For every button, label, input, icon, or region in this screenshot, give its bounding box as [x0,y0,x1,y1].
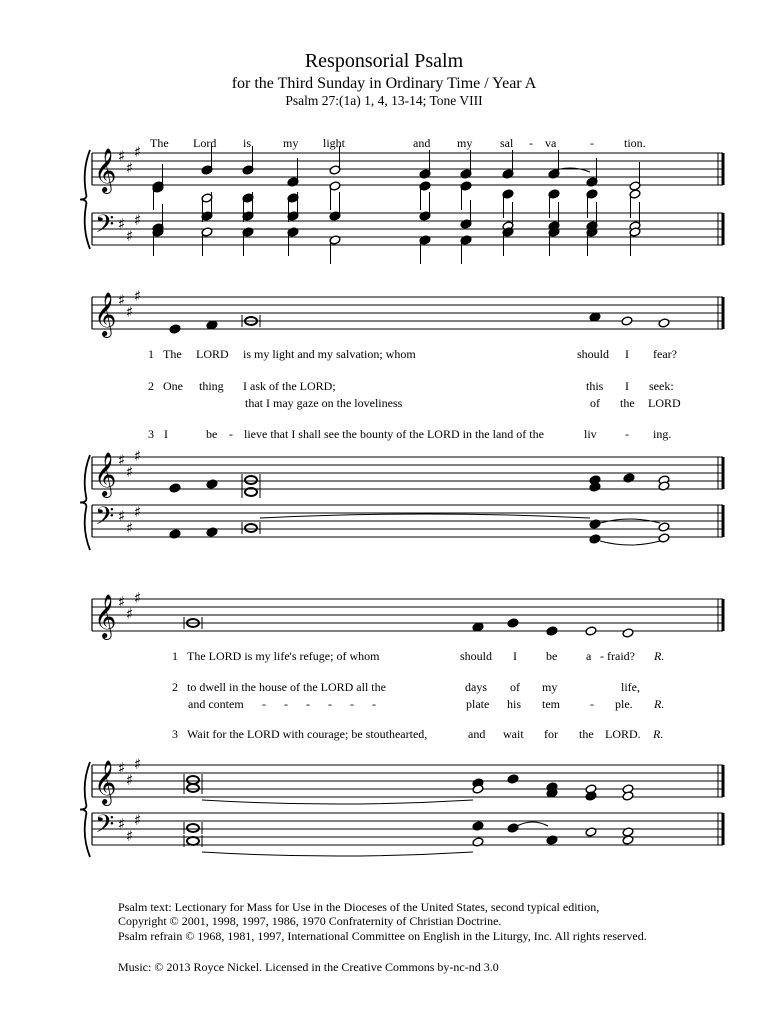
verse-text: and contem [188,697,244,711]
half-note [658,533,670,543]
verse-text: ple. [615,697,633,711]
sharp-icon: ♯ [118,291,126,309]
sharp-icon: ♯ [134,447,142,465]
verse-text: tem [542,697,560,711]
verse-text: life, [621,680,640,694]
copyright-line: Psalm refrain © 1968, 1981, 1997, International Committee on English in the Liturgy, Inc. All rights reserved. [118,929,647,943]
page-subtitle: for the Third Sunday in Ordinary Time / Year A [231,75,537,92]
verse-text: fear? [653,347,677,361]
verse-text: should [577,347,610,361]
half-note [585,626,597,636]
copyright-line: Psalm text: Lectionary for Mass for Use in the Dioceses of the United States, second typical edition, [118,900,600,914]
verse-text: Wait for the LORD with courage; be stouthearted, [187,727,428,741]
lyric-syllable: my [457,136,473,150]
response-mark: R. [654,649,665,663]
verse-text: I ask of the LORD; [243,379,336,393]
sharp-icon: ♯ [134,589,142,607]
sharp-icon: ♯ [126,303,134,321]
treble-clef-icon: 𝄞 [94,452,117,496]
verse-text: - fraid? [600,649,635,663]
verse-text: the [620,396,635,410]
verse-text: One [163,379,183,393]
sharp-icon: ♯ [126,159,134,177]
sharp-icon: ♯ [134,755,142,773]
whole-note [187,776,199,784]
verse-text: - [229,427,233,441]
response-mark: R. [653,727,664,741]
verse-text: I [625,379,629,393]
quarter-note [546,626,558,636]
verse-text: liv [584,427,597,441]
verse-text: be [206,427,218,441]
bass-clef-icon: 𝄢 [95,210,115,245]
brace [80,150,90,249]
quarter-note [169,529,181,539]
verse-number: 2 [148,379,154,393]
half-note [622,835,634,845]
whole-note [187,784,199,792]
verse-text: LORD. [605,727,641,741]
sharp-icon: ♯ [134,211,142,229]
quarter-note [589,519,601,529]
page-title: Responsorial Psalm [304,50,464,72]
verse-text: for [544,727,558,741]
quarter-note [507,823,519,833]
verse-text: thing [199,379,224,393]
treble-clef-icon: 𝄞 [94,594,117,638]
sharp-icon: ♯ [118,147,126,165]
verse-text: I [625,347,629,361]
sharp-icon: ♯ [126,771,134,789]
staff-lines [80,143,723,857]
treble-clef-icon: 𝄞 [94,760,117,804]
verse-number: 3 [172,727,178,741]
response-mark: R. [654,697,665,711]
tie [202,800,473,804]
brace [80,762,90,857]
quarter-note [472,821,484,831]
verse-text: - [590,697,594,711]
lyric-syllable: va [545,136,557,150]
verse-text: I [164,427,168,441]
quarter-note [206,479,218,489]
brace [80,455,90,550]
quarter-note [507,774,519,784]
sharp-icon: ♯ [126,227,134,245]
verse-text: of [510,680,520,694]
sharp-icon: ♯ [118,759,126,777]
verse-text: is my light and my salvation; whom [243,347,416,361]
half-note [585,827,597,837]
sharp-icon: ♯ [126,463,134,481]
quarter-note [507,618,519,628]
half-note [622,827,634,837]
verse-text: that I may gaze on the loveliness [245,396,403,410]
quarter-note [169,324,181,334]
sharp-icon: ♯ [118,593,126,611]
quarter-note [623,473,635,483]
verse-text: his [507,697,522,711]
verse-text: this [586,379,604,393]
treble-clef-icon: 𝄞 [94,292,117,336]
half-note [621,316,633,326]
lyric-syllable: - [590,136,594,150]
tie [517,822,548,826]
sharp-icon: ♯ [118,507,126,525]
half-note [658,318,670,328]
treble-clef-icon: 𝄞 [94,148,117,192]
lyric-syllable: light [323,136,346,150]
half-note [472,837,484,847]
verse-text: - [625,427,629,441]
verse-text: be [546,649,558,663]
copyright-line: Copyright © 2001, 1998, 1997, 1986, 1970 Confraternity of Christian Doctrine. [118,914,502,928]
bass-clef-icon: 𝄢 [95,502,115,537]
sharp-icon: ♯ [134,503,142,521]
whole-note [245,476,257,484]
verse-text: days [465,680,487,694]
lyric-syllable: tion. [624,136,646,150]
sharp-icon: ♯ [118,215,126,233]
verse-text: LORD [648,396,681,410]
verse-number: 1 [148,347,154,361]
verse-text: The LORD is my life's refuge; of whom [187,649,380,663]
verse-text: The [163,347,182,361]
tie [202,852,473,856]
lyric-syllable: sal [500,136,514,150]
quarter-note [546,835,558,845]
lyric-syllable: - [529,136,533,150]
verse-text: lieve that I shall see the bounty of the LORD in the land of the [244,427,544,441]
sharp-icon: ♯ [134,143,142,161]
quarter-note [589,534,601,544]
notes [152,146,670,856]
verse-text: seek: [649,379,674,393]
verse-text: the [579,727,594,741]
sharp-icon: ♯ [126,605,134,623]
sharp-icon: ♯ [118,815,126,833]
verse-text: ing. [653,427,672,441]
lyric-syllable: Lord [193,136,217,150]
music-license: Music: © 2013 Royce Nickel. Licensed in the Creative Commons by-nc-nd 3.0 [118,960,499,974]
verse-text: and [468,727,486,741]
quarter-note [206,527,218,537]
sharp-icon: ♯ [118,451,126,469]
verse-number: 1 [172,649,178,663]
verse-text: a [586,649,592,663]
lyric-syllable: and [413,136,431,150]
verse-text: my [542,680,558,694]
whole-note [187,837,199,845]
verse-text: to dwell in the house of the LORD all the [187,680,386,694]
verse-text: should [460,649,493,663]
whole-note [187,824,199,832]
whole-note [245,524,257,532]
half-note [622,628,634,638]
verse-number: 3 [148,427,154,441]
verse-text: - - - - - - [262,697,376,711]
tie [600,541,660,545]
verse-text: I [513,649,517,663]
sharp-icon: ♯ [134,811,142,829]
quarter-note [169,483,181,493]
sharp-icon: ♯ [126,519,134,537]
verse-number: 2 [172,680,178,694]
sharp-icon: ♯ [126,827,134,845]
sharp-icon: ♯ [134,287,142,305]
verse-text: of [590,396,600,410]
verse-text: wait [503,727,524,741]
lyric-syllable: The [150,136,169,150]
lyric-syllable: is [243,136,252,150]
psalm-reference: Psalm 27:(1a) 1, 4, 13-14; Tone VIII [285,93,483,108]
verse-text: plate [466,697,490,711]
lyric-syllable: my [283,136,299,150]
verse-text: LORD [196,347,229,361]
bass-clef-icon: 𝄢 [95,810,115,845]
tie [260,514,590,518]
